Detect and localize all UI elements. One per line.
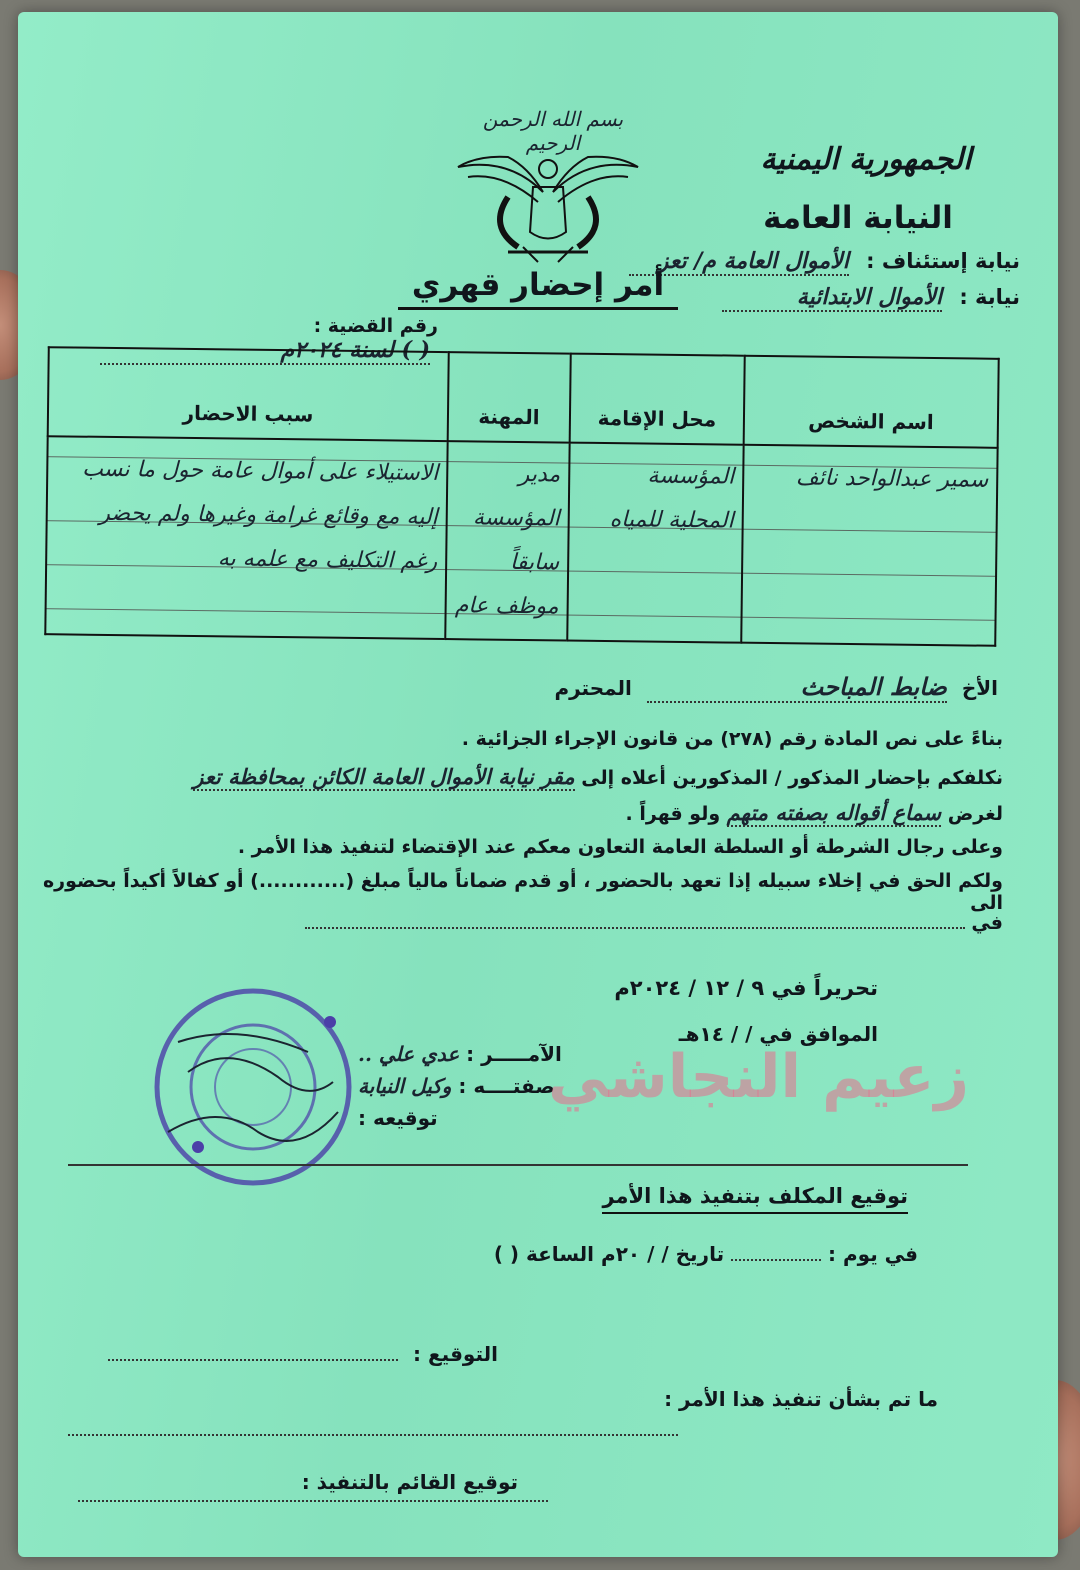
- appeal-prosecution-line: [629, 248, 1020, 276]
- assignment-value: مقر نيابة الأموال العامة الكائن بمحافظة تعز: [193, 764, 575, 789]
- official-stamp-icon: [148, 982, 358, 1192]
- executor-signature-dots: [78, 1500, 548, 1502]
- header-reason: سبب الاحضار: [48, 347, 449, 441]
- watermark: زعيم النجاشي: [548, 1042, 970, 1112]
- execution-day-row: [494, 1242, 918, 1266]
- location-label: في: [971, 912, 1003, 934]
- divider: [68, 1164, 968, 1166]
- table-header-row: [48, 347, 999, 448]
- cell-residence: المؤسسة المحلية للمياه: [567, 443, 743, 643]
- issuer-value: عدي علي ..: [358, 1042, 460, 1066]
- police-cooperation: وعلى رجال الشرطة أو السلطة العامة التعاون معكم عند الإقتضاء لتنفيذ هذا الأمر .: [237, 836, 1003, 858]
- prosecution-value: الأموال الابتدائية: [722, 284, 942, 312]
- document-title: أمر إحضار قهري: [398, 267, 678, 310]
- assignment-line: [193, 764, 1003, 791]
- appeal-label: نيابة إستئناف :: [866, 249, 1020, 273]
- purpose-value: سماع أقواله بصفته متهم: [726, 800, 942, 825]
- day-dots: [731, 1259, 821, 1261]
- signature-dots: [108, 1359, 398, 1361]
- prosecution-label: نيابة :: [959, 285, 1020, 309]
- execution-signature-row: [108, 1342, 498, 1366]
- execution-result-label: ما تم بشأن تنفيذ هذا الأمر :: [664, 1387, 938, 1411]
- header-name: اسم الشخص: [744, 356, 999, 448]
- role-row: [358, 1074, 555, 1098]
- assignment-label: نكلفكم بإحضار المذكور / المذكورين أعلاه إلى: [581, 767, 1003, 789]
- republic-name: الجمهورية اليمنية: [760, 142, 972, 177]
- execution-title: توقيع المكلف بتنفيذ هذا الأمر: [602, 1184, 908, 1214]
- executor-signature-label: توقيع القائم بالتنفيذ :: [301, 1470, 518, 1494]
- cell-name: سمير عبدالواحد نائف: [741, 445, 997, 646]
- written-date: تحريراً في ٩ / ١٢ / ٢٠٢٤م: [614, 976, 878, 1000]
- eagle-emblem-icon: [448, 147, 648, 267]
- public-prosecution: النيابة العامة: [763, 200, 953, 236]
- role-label: صفتــــه :: [458, 1074, 555, 1098]
- summons-document: [18, 12, 1058, 1557]
- legal-basis: بناءً على نص المادة رقم (٢٧٨) من قانون الإجراء الجزائية .: [461, 728, 1003, 750]
- location-line: [305, 912, 1003, 934]
- table-row: [45, 436, 997, 646]
- issuer-label: الآمـــــر :: [466, 1042, 562, 1066]
- result-dots: [68, 1434, 678, 1436]
- hour-label: الساعة ( ): [493, 1242, 595, 1266]
- location-dots: [305, 927, 965, 929]
- purpose-label: لغرض: [947, 803, 1003, 825]
- purpose-line: [626, 800, 1003, 827]
- basmala: بسم الله الرحمن الرحيم: [482, 107, 624, 155]
- case-label: رقم القضية :: [313, 315, 438, 337]
- date-value: / / ٢٠م: [601, 1242, 669, 1266]
- persons-table: [44, 346, 999, 647]
- brother-value: ضابط المباحث: [647, 672, 947, 703]
- respected-label: المحترم: [554, 676, 632, 700]
- prosecution-line: [722, 284, 1020, 312]
- header-residence: محل الإقامة: [570, 354, 745, 445]
- cell-reason: الاستيلاء على أموال عامة حول ما نسب إليه مع وقائع غرامة وغيرها ولم يحضر رغم التكليف مع علمه به: [45, 436, 447, 639]
- addressee-line: [554, 672, 998, 703]
- sign-label: توقيعه :: [358, 1106, 438, 1130]
- cell-job: مدير المؤسسة سابقاً موظف عام: [445, 441, 569, 640]
- release-clause: ولكم الحق في إخلاء سبيله إذا تعهد بالحضور ، أو قدم ضماناً مالياً مبلغ (............) أو كفالاً أكيداً بحضوره الى: [42, 870, 1003, 914]
- day-label: في يوم :: [828, 1242, 918, 1266]
- appeal-value: الأموال العامة م/ تعز: [629, 248, 849, 276]
- header-job: المهنة: [448, 352, 571, 442]
- sign-row: [358, 1106, 438, 1130]
- case-value: ( ) لسنة ٢٠٢٤م: [100, 337, 430, 365]
- signature-label: التوقيع :: [413, 1342, 498, 1366]
- hijri-date: الموافق في / / ١٤هـ: [678, 1022, 878, 1046]
- brother-label: الأخ: [961, 676, 998, 700]
- date-label: تاريخ: [675, 1242, 725, 1266]
- role-value: وكيل النيابة: [358, 1074, 452, 1098]
- issuer-row: [358, 1042, 562, 1066]
- purpose-end: ولو قهراً .: [625, 803, 721, 825]
